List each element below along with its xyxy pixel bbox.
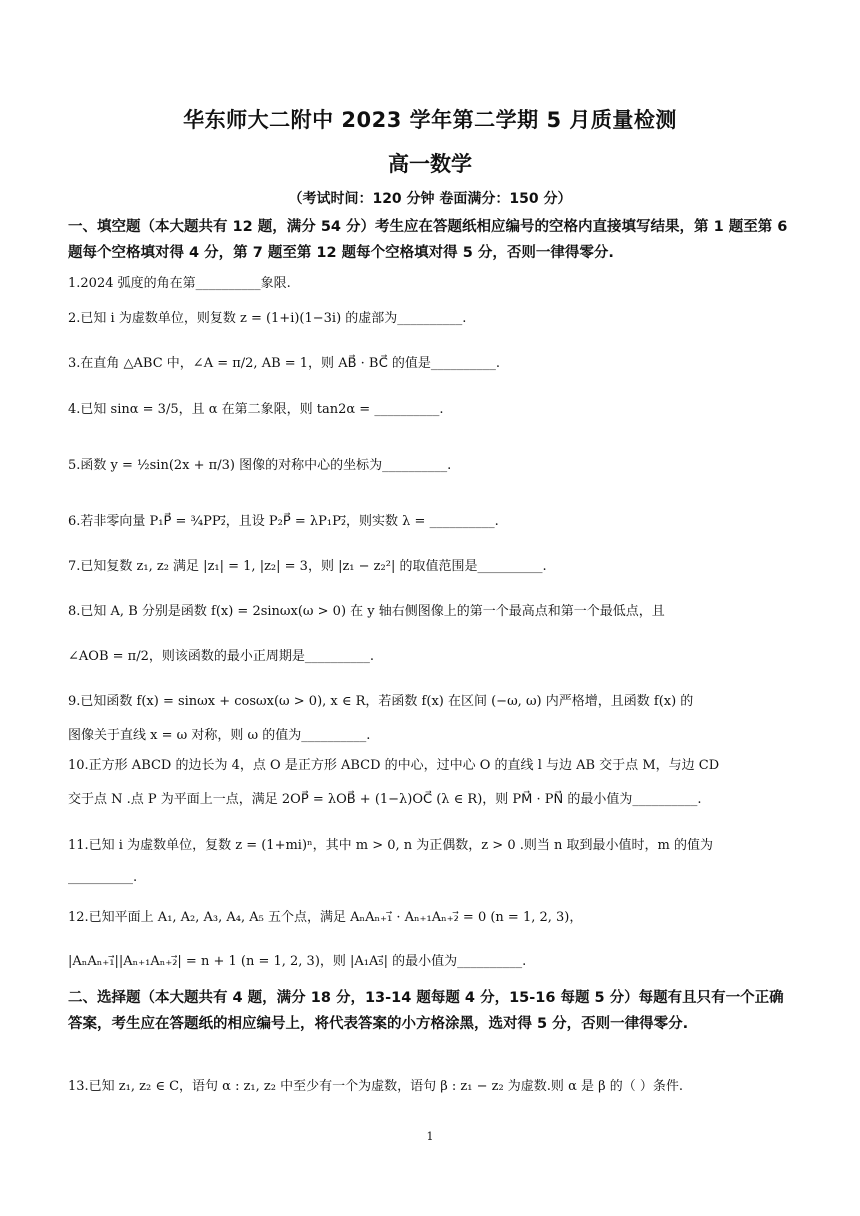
- exam-meta: （考试时间：120 分钟 卷面满分：150 分）: [288, 191, 572, 207]
- exam-title: 华东师大二附中 2023 学年第二学期 5 月质量检测: [183, 108, 677, 132]
- section-1-heading: 一、填空题（本大题共有 12 题，满分 54 分）考生应在答题纸相应编号的空格内直接填写结果，第 1 题至第 6 题每个空格填对得 4 分，第 7 题至第 12 题每个空格填对得 5 分，否则一律得零分.: [68, 219, 788, 261]
- question-2: 2.已知 i 为虚数单位，则复数 z = (1+i)(1−3i) 的虚部为__________.: [68, 311, 467, 326]
- question-13: 13.已知 z₁, z₂ ∈ C，语句 α : z₁, z₂ 中至少有一个为虚数，语句 β : z₁ − z₂ 为虚数.则 α 是 β 的（ ）条件.: [68, 1079, 684, 1094]
- question-3: 3.在直角 △ABC 中，∠A = π/2, AB = 1，则 AB⃗ · BC⃗ 的值是__________.: [68, 356, 501, 371]
- question-4: 4.已知 sinα = 3/5，且 α 在第二象限，则 tan2α = __________.: [68, 402, 444, 417]
- question-5: 5.函数 y = ½sin(2x + π/3) 图像的对称中心的坐标为__________.: [68, 458, 452, 473]
- question-10-line-1: 10.正方形 ABCD 的边长为 4，点 O 是正方形 ABCD 的中心，过中心 O 的直线 l 与边 AB 交于点 M，与边 CD: [68, 758, 720, 773]
- question-8-line-2: ∠AOB = π/2，则该函数的最小正周期是__________.: [68, 649, 374, 664]
- exam-subject: 高一数学: [388, 152, 472, 176]
- question-11-line-1: 11.已知 i 为虚数单位，复数 z = (1+mi)ⁿ，其中 m > 0, n 为正偶数，z > 0 .则当 n 取到最小值时，m 的值为: [68, 838, 713, 853]
- question-10-line-2: 交于点 N .点 P 为平面上一点，满足 2OP⃗ = λOB⃗ + (1−λ)OC⃗ (λ ∈ R)，则 PM⃗ · PN⃗ 的最小值为__________.: [68, 792, 702, 807]
- question-8-line-1: 8.已知 A, B 分别是函数 f(x) = 2sinωx(ω > 0) 在 y 轴右侧图像上的第一个最高点和第一个最低点，且: [68, 604, 665, 619]
- question-9-line-2: 图像关于直线 x = ω 对称，则 ω 的值为__________.: [68, 728, 371, 743]
- question-12-line-1: 12.已知平面上 A₁, A₂, A₃, A₄, A₅ 五个点，满足 AₙAₙ₊₁⃗ · Aₙ₊₁Aₙ₊₂⃗ = 0 (n = 1, 2, 3)，: [68, 910, 583, 925]
- question-12-line-2: |AₙAₙ₊₁⃗||Aₙ₊₁Aₙ₊₂⃗| = n + 1 (n = 1, 2, 3)，则 |A₁A₅⃗| 的最小值为__________.: [68, 954, 527, 969]
- section-2-heading: 二、选择题（本大题共有 4 题，满分 18 分，13-14 题每题 4 分，15-16 每题 5 分）每题有且只有一个正确答案，考生应在答题纸的相应编号上，将代表答案的小方格涂黑，选对得 5 分，否则一律得零分.: [68, 990, 784, 1032]
- question-9-line-1: 9.已知函数 f(x) = sinωx + cosωx(ω > 0), x ∈ R，若函数 f(x) 在区间 (−ω, ω) 内严格增，且函数 f(x) 的: [68, 694, 694, 709]
- question-6: 6.若非零向量 P₁P⃗ = ¾PP₂⃗，且设 P₂P⃗ = λP₁P₂⃗，则实数 λ = __________.: [68, 514, 499, 529]
- question-7: 7.已知复数 z₁, z₂ 满足 |z₁| = 1, |z₂| = 3，则 |z₁ − z₂²| 的取值范围是__________.: [68, 559, 547, 574]
- question-1: 1.2024 弧度的角在第__________象限.: [68, 276, 291, 291]
- question-11-line-2: __________.: [68, 870, 138, 885]
- page-number: 1: [426, 1130, 434, 1143]
